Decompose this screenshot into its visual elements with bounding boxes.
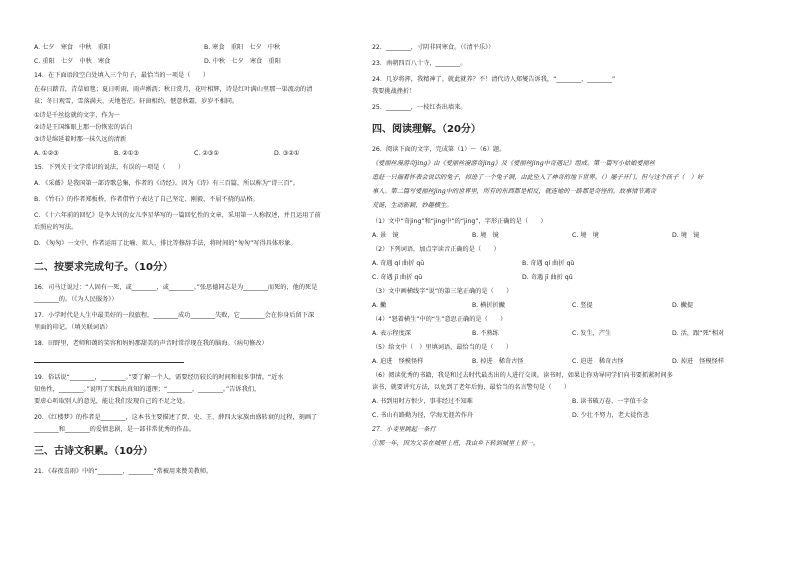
sub-q2-option-a: A. 奇遇 qí 曲折 qū	[372, 260, 425, 267]
sub-q5-stem: （5）给文中（ ）里填词语，最恰当的是（ ）	[372, 344, 513, 351]
q16-line-1: 16．司马迁说过：“人固有一死，或________，或________。”张思德同志是为________而死的，他的死是	[34, 284, 318, 291]
sub-q6-option-a: A. 书到用时方恨少，事非经过不知难	[372, 398, 473, 405]
sub-q2-option-b: B. 奇遇 qí 曲折 qǔ	[522, 260, 575, 267]
sub-q4-option-a: A. 表示程度深	[372, 330, 411, 337]
sub-q1-option-a: A. 景 镜	[372, 232, 399, 239]
q27-title: 27．小麦里跳起一条行	[372, 426, 436, 433]
passage-line-2: 追赶一只揣着怀表会说话的兔子，掉进了一个兔子洞，由此坠入了神奇的地下世界。（）屡子开门，但与这个孩子（ ）好	[372, 174, 704, 181]
sub-q3-option-c: C. 竖提	[572, 302, 593, 309]
passage-line-1: 《爱丽丝漫游奇jing》由《爱丽丝漫游奇jing》及《爱丽丝jing中奇遇记》组成。第一篇写小姑娘爱丽丝	[372, 160, 656, 167]
sub-q2-stem: （2）下列词语，加点字读音正确的是（ ）	[372, 246, 500, 253]
sub-q4-option-c: C. 发生，产生	[572, 330, 612, 337]
sub-q4-option-d: D. 活，跟“死”相对	[672, 330, 725, 337]
q15-option-a: A. 《采薇》是我国第一部诗歌总集，作者的《诗经》。因为《诗》有三百篇，所以称为“诗三百”。	[34, 180, 300, 187]
sub-q3-option-d: D. 撇提	[672, 302, 694, 309]
q14-sentence-1: ①诗是千丝捻就的文字，作为一	[34, 112, 120, 119]
q24-line-2: 我要挑战挫折！	[372, 88, 416, 95]
q27-paragraph: ①那一年，因为父亲在城里上班，我由乡下转到城里上初一。	[372, 440, 540, 447]
q20-line-1: 20．《红楼梦》的作者是________，这本书主要描述了贾、史、王、薛四大家族由盛转衰的过程，刻画了	[34, 414, 318, 421]
q18-line-1: 18．田野里，老师和蔼的笑容和妈妈那甜美的声音时常浮现在我的脑海。（病句修改）	[34, 340, 268, 347]
q17-line-1: 17．小学时代是人生中最美好的一段旅程，________成功________失败，它________会在你身后留下深	[34, 312, 315, 319]
sub-q4-stem: （4）“怒着横生”中的“生”意思正确的是（ ）	[372, 316, 507, 323]
q15-stem: 15．下列关于文学常识的说法，有误的一项是（ ）	[34, 164, 185, 171]
sub-q6-option-c: C. 书山有路勤为径，学海无涯苦作舟	[372, 412, 474, 419]
sub-q5-option-d: D. 掉进 怪模怪样	[672, 358, 725, 365]
q25-line: 25．________，一枝红杏出墙来。	[372, 104, 467, 111]
q17-line-2: 里面的印记。（填关联词语）	[34, 324, 112, 331]
q14-sentence-3: ③诗是绵延着时那一抹久远的清新	[34, 136, 127, 143]
q14-option-d: D. ③②①	[274, 150, 300, 157]
q26-stem: 26．阅读下面的文字，完成第（1）～（6）题。	[372, 146, 506, 153]
q15-option-c-line-2: 后照应的写法。	[34, 224, 78, 231]
q15-option-d: D. 《匆匆》一文中，作者运用了比喻、拟人、排比等修辞手法，将时间的“匆匆”写得具体形象。	[34, 240, 297, 247]
q13-option-a: A. 七夕 寒食 中秋 重阳	[34, 44, 111, 51]
q20-line-2: ________和________的爱情悲剧，是一部非常优秀的作品。	[34, 426, 195, 433]
q22-line: 22．________，寸阴非同寒食。（《清平乐》）	[372, 44, 495, 51]
sub-q3-option-b: B. 横折折撇	[472, 302, 505, 309]
sub-q3-stem: （3）文中画横线字“说”的第三笔正确的是（ ）	[372, 288, 513, 295]
sub-q1-option-d: D. 境 镜	[672, 232, 700, 239]
sub-q2-option-d: D. 奇遇 jī 曲折 qǔ	[522, 274, 573, 281]
sub-q6-option-b: B. 读书破万卷，一字值千金	[572, 398, 649, 405]
passage-line-4: 荒诞，生动新颖，妙趣横生。	[372, 202, 453, 209]
q14-paragraph-1: 在春日踏青，青草如毯；夏日听雨，雨声淅沥；秋日赏月，花叶相辉，诗是红叶满山里那一渠流动的清	[34, 86, 313, 93]
sub-q6-line-1: （6）阅读优秀的书籍，我是和过去时代最杰出的人进行交谈。读书时，如果让你劝导同学们向书要抓紧时间多	[372, 372, 673, 379]
sub-q1-option-b: B. 境 镜	[472, 232, 499, 239]
sub-q5-option-b: B. 掉进 稀奇古怪	[472, 358, 524, 365]
q19-line-1: 19．俗话说“________，________。”要了解一个人，需要经历较长的时间和很多事情。“近水	[34, 374, 284, 381]
q13-option-b: B. 寒食 重阳 七夕 中秋	[204, 44, 281, 51]
q14-paragraph-2: 泉；冬日观雪，雪落满天，天地苍茫。轩窗相约，惬意秋霜，岁岁不相同。	[34, 98, 239, 105]
sub-q2-option-c: C. 奇遇 jī 曲折 qū	[372, 274, 423, 281]
q16-line-2: ________的。（《为人民服务》）	[34, 296, 118, 303]
q14-option-b: B. ②①③	[114, 150, 139, 157]
q13-option-d: D. 中秋 七夕 寒食 重阳	[204, 58, 281, 65]
q15-option-c-line-1: C. 《十六年前的回忆》是李大钊的女儿李星华写的一篇回忆性的文章，采用第一人称叙述，并且运用了前	[34, 212, 321, 219]
sub-q6-option-d: D. 少壮不努力，老大徒伤悲	[572, 412, 649, 419]
sub-q6-line-2: 读书，就要讲究方法，以免到了老年后悔，最恰当的名言警句是（ ）	[372, 384, 570, 391]
q14-sentence-2: ②诗是王国维眼上那一份恢宏的话白	[34, 124, 133, 131]
q21-line: 21．《春夜喜雨》中的“________，________”常被用来赞美教师。	[34, 468, 213, 475]
q24-line-1: 24．几岁将挥，我精神了。就此就养？不！清代诗人郑燮告诉我，“________，________”	[372, 76, 616, 83]
section-3-heading: 三、古诗文积累。（10分）	[34, 446, 153, 457]
section-4-heading: 四、阅读理解。（20分）	[372, 124, 481, 135]
sub-q3-option-a: A. 撇	[372, 302, 387, 309]
sub-q5-option-a: A. 迫进 怪模怪样	[372, 358, 424, 365]
sub-q5-option-c: C. 迫进 稀奇古怪	[572, 358, 624, 365]
q19-line-2: 知鱼性，________。”说明了实践出真知的道理；“________，________。”告诉我们，	[34, 386, 261, 393]
q13-option-c: C. 重阳 七夕 中秋 寒食	[34, 58, 111, 65]
sub-q1-stem: （1）文中“奇jing”和“jing中”的“jing”，字形正确的是（ ）	[372, 218, 547, 225]
q14-stem: 14．在下面语段空白处填入三个句子，最恰当的一项是（ ）	[34, 72, 209, 79]
q15-option-b: B. 《竹石》的作者郑板桥，作者借竹子表达了自己坚定、刚毅、不屈不挠的品格。	[34, 196, 259, 203]
sub-q4-option-b: B. 不熟练	[472, 330, 499, 337]
q14-option-a: A. ①②③	[34, 150, 59, 157]
q14-option-c: C. ②③①	[194, 150, 219, 157]
q19-line-3: 要虚心听取别人的意见，能让我们发现自己的不足之处。	[34, 398, 189, 405]
sub-q1-option-c: C. 境 境	[572, 232, 599, 239]
passage-line-3: 事人。第二篇写爱丽丝jing中的世界里，所有的东西都是相反，就连她的一路都是奇怪的。故事情节离奇	[372, 188, 657, 195]
q23-line: 23．南朝四百八十寺，________。	[372, 60, 467, 67]
q18-answer-line[interactable]	[34, 356, 184, 366]
section-2-heading: 二、按要求完成句子。（10分）	[34, 262, 173, 273]
